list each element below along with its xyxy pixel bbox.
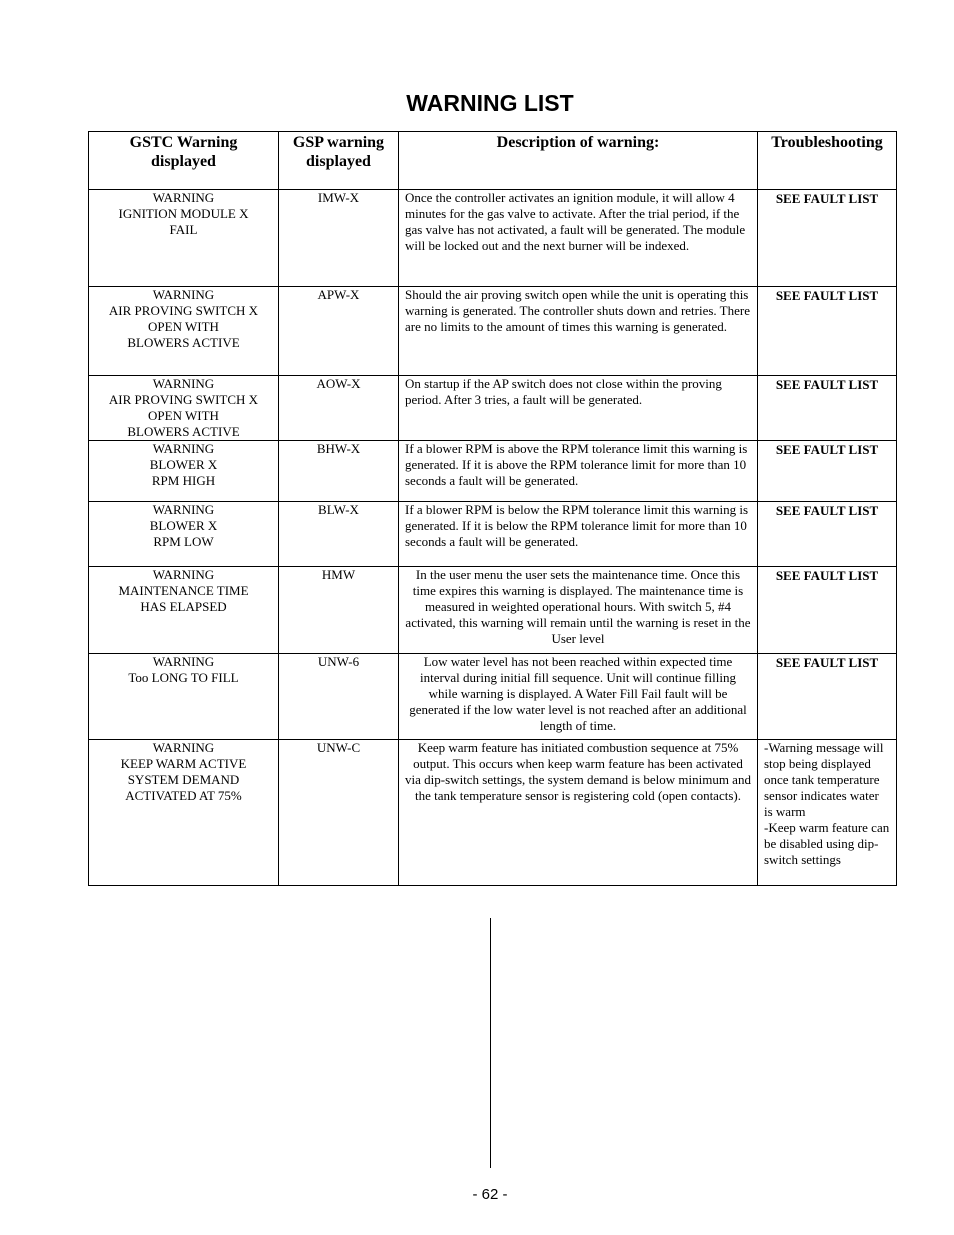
header-gstc-line: GSTC Warning [129, 134, 238, 151]
gstc-line: WARNING [152, 654, 215, 669]
troubleshooting-cell: SEE FAULT LIST [758, 287, 897, 376]
header-gsp-line: displayed [306, 153, 371, 170]
gstc-cell [89, 190, 279, 287]
gstc-line: RPM HIGH [151, 473, 216, 488]
troubleshooting-cell: SEE FAULT LIST [758, 654, 897, 740]
table-row [89, 190, 897, 287]
description-cell: In the user menu the user sets the maintenance time. Once this time expires this warning is displayed. The maintenance time is measured in weighted operational hours. With switch 5, #4 activated, this warning will remain until the warning is reset in the User level [399, 567, 758, 654]
gstc-line: HAS ELAPSED [140, 599, 227, 614]
gstc-line: AIR PROVING SWITCH X [108, 392, 259, 407]
gsp-code: BHW-X [279, 441, 399, 502]
gstc-cell [89, 287, 279, 376]
troubleshooting-cell: SEE FAULT LIST [758, 190, 897, 287]
table-row [89, 287, 897, 376]
warning-table [88, 131, 897, 886]
header-gsp-line: GSP warning [292, 134, 385, 151]
gstc-cell [89, 740, 279, 886]
header-gsp-warning [279, 132, 399, 190]
header-gstc-warning [89, 132, 279, 190]
gstc-cell [89, 376, 279, 441]
gstc-line: WARNING [152, 567, 215, 582]
gstc-line: AIR PROVING SWITCH X [108, 303, 259, 318]
table-row [89, 441, 897, 502]
description-cell: Once the controller activates an ignition module, it will allow 4 minutes for the gas valve to activate. After the trial period, if the gas valve has not activated, a fault will be generated. The module will be locked out and the next burner will be indexed. [399, 190, 758, 287]
troubleshooting-line: -Warning message will stop being displayed once tank temperature sensor indicates water is warm [764, 740, 884, 819]
gsp-code: IMW-X [279, 190, 399, 287]
gstc-line: KEEP WARM ACTIVE [120, 756, 247, 771]
page-title: WARNING LIST [406, 90, 574, 116]
gsp-code: UNW-6 [279, 654, 399, 740]
gstc-line: BLOWERS ACTIVE [127, 335, 240, 350]
gstc-line: RPM LOW [153, 534, 214, 549]
table-row [89, 567, 897, 654]
troubleshooting-cell [758, 740, 897, 886]
gstc-cell [89, 441, 279, 502]
gsp-code: APW-X [279, 287, 399, 376]
page-number: - 62 - [472, 1186, 508, 1203]
troubleshooting-cell: SEE FAULT LIST [758, 567, 897, 654]
description-cell: Should the air proving switch open while the unit is operating this warning is generated. The controller shuts down and retries. There are no limits to the amount of times this warning is generated. [399, 287, 758, 376]
gstc-line: SYSTEM DEMAND [127, 772, 240, 787]
gstc-line: BLOWER X [149, 518, 218, 533]
vertical-divider-line [490, 918, 491, 1168]
gstc-line: BLOWER X [149, 457, 218, 472]
table-row [89, 502, 897, 567]
table-row [89, 740, 897, 886]
gstc-line: WARNING [152, 740, 215, 755]
gstc-cell [89, 654, 279, 740]
header-description: Description of warning: [399, 132, 758, 190]
gstc-line: FAIL [169, 222, 198, 237]
description-cell: If a blower RPM is below the RPM tolerance limit this warning is generated. If it is below the RPM tolerance limit for more than 10 seconds a fault will be generated. [399, 502, 758, 567]
description-cell: Keep warm feature has initiated combustion sequence at 75% output. This occurs when keep warm feature has been activated via dip-switch settings, the system demand is below minimum and the tank temperature sensor is registering cold (open contacts). [399, 740, 758, 886]
gstc-line: OPEN WITH [148, 319, 219, 334]
troubleshooting-cell: SEE FAULT LIST [758, 502, 897, 567]
table-row [89, 654, 897, 740]
troubleshooting-cell: SEE FAULT LIST [758, 376, 897, 441]
gstc-line: MAINTENANCE TIME [118, 583, 249, 598]
header-row [89, 132, 897, 190]
table-row [89, 376, 897, 441]
gsp-code: BLW-X [279, 502, 399, 567]
troubleshooting-line: -Keep warm feature can be disabled using dip-switch settings [764, 820, 890, 867]
header-troubleshooting: Troubleshooting [758, 132, 897, 190]
gstc-line: BLOWERS ACTIVE [127, 424, 240, 439]
description-cell: If a blower RPM is above the RPM tolerance limit this warning is generated. If it is above the RPM tolerance limit for more than 10 seconds a fault will be generated. [399, 441, 758, 502]
gstc-cell [89, 502, 279, 567]
gsp-code: UNW-C [279, 740, 399, 886]
description-cell: On startup if the AP switch does not close within the proving period. After 3 tries, a fault will be generated. [399, 376, 758, 441]
troubleshooting-cell: SEE FAULT LIST [758, 441, 897, 502]
gsp-code: HMW [279, 567, 399, 654]
gstc-cell [89, 567, 279, 654]
header-gstc-line: displayed [151, 153, 216, 170]
gstc-line: WARNING [152, 287, 215, 302]
gstc-line: WARNING [152, 376, 215, 391]
gstc-line: ACTIVATED AT 75% [125, 788, 242, 803]
gstc-line: Too LONG TO FILL [128, 670, 239, 685]
gstc-line: IGNITION MODULE X [118, 206, 249, 221]
gsp-code: AOW-X [279, 376, 399, 441]
gstc-line: WARNING [152, 441, 215, 456]
description-cell: Low water level has not been reached within expected time interval during initial fill sequence. Unit will continue filling while warning is displayed. A Water Fill Fail fault will be generated if the low water level is not reached after an additional length of time. [399, 654, 758, 740]
gstc-line: WARNING [152, 502, 215, 517]
gstc-line: WARNING [152, 190, 215, 205]
gstc-line: OPEN WITH [148, 408, 219, 423]
